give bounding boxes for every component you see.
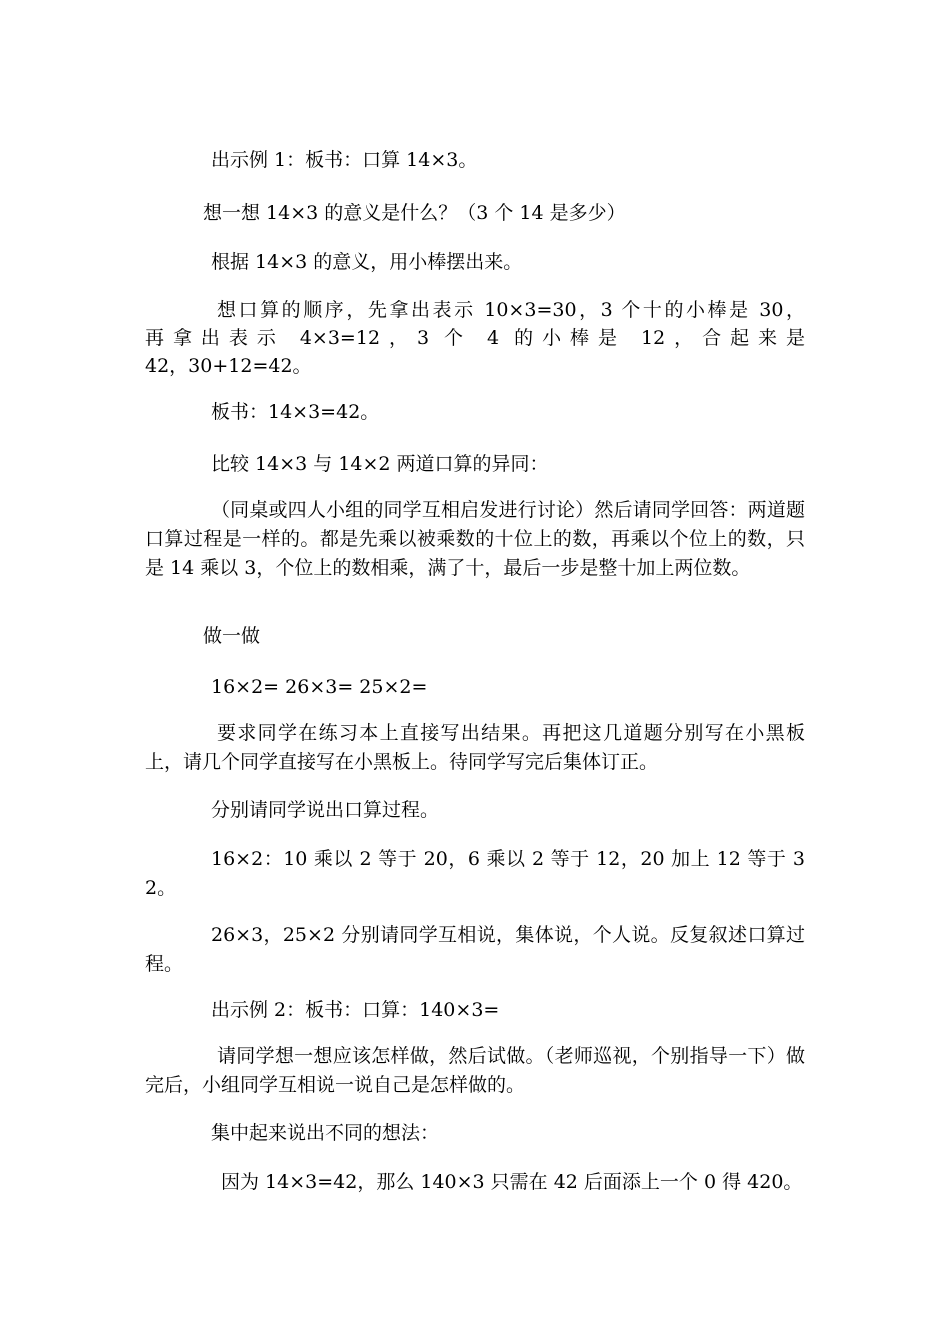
paragraph-order-line-1: 想口算的顺序，先拿出表示 10×3=30，3 个十的小棒是 30，	[217, 299, 805, 321]
paragraph-requirements: 要求同学在练习本上直接写出结果。再把这几道题分别写在小黑板上，请几个同学直接写在小黑板上。待同学写完后集体订正。	[145, 722, 805, 773]
paragraph-order-line-2: 再拿出表示 4×3=12，3 个 4 的小棒是 12，合起来是	[145, 327, 805, 349]
paragraph-26x3-25x2: 26×3，25×2 分别请同学互相说，集体说，个人说。反复叙述口算过程。	[145, 924, 805, 975]
paragraph-different-ideas: 集中起来说出不同的想法：	[211, 1122, 440, 1144]
paragraph-because: 因为 14×3=42，那么 140×3 只需在 42 后面添上一个 0 得 420。	[221, 1171, 803, 1193]
paragraph-board-result: 板书：14×3=42。	[211, 401, 380, 423]
paragraph-think-meaning: 想一想 14×3 的意义是什么？（3 个 14 是多少）	[203, 202, 626, 224]
paragraph-do-it: 做一做	[203, 625, 261, 647]
paragraph-order-line-3: 42，30+12=42。	[145, 355, 312, 377]
paragraph-example-1: 出示例 1：板书：口算 14×3。	[211, 149, 478, 171]
paragraph-use-sticks: 根据 14×3 的意义，用小棒摆出来。	[211, 251, 523, 273]
paragraph-discussion: （同桌或四人小组的同学互相启发进行讨论）然后请同学回答：两道题口算过程是一样的。都是先乘以被乘数的十位上的数，再乘以个位上的数，只是 14 乘以 3，个位上的数相乘，满了十，最后一步是整十加上两位数。	[145, 499, 805, 579]
paragraph-compare: 比较 14×3 与 14×2 两道口算的异同：	[211, 453, 549, 475]
paragraph-example-2: 出示例 2：板书：口算：140×3=	[211, 999, 500, 1021]
paragraph-try-it: 请同学想一想应该怎样做，然后试做。（老师巡视，个别指导一下）做完后，小组同学互相说一说自己是怎样做的。	[145, 1045, 805, 1096]
paragraph-explain-process: 分别请同学说出口算过程。	[211, 799, 440, 821]
paragraph-16x2-process: 16×2：10 乘以 2 等于 20，6 乘以 2 等于 12，20 加上 12 等于 32。	[145, 848, 805, 899]
paragraph-exercises: 16×2= 26×3= 25×2=	[211, 676, 428, 698]
